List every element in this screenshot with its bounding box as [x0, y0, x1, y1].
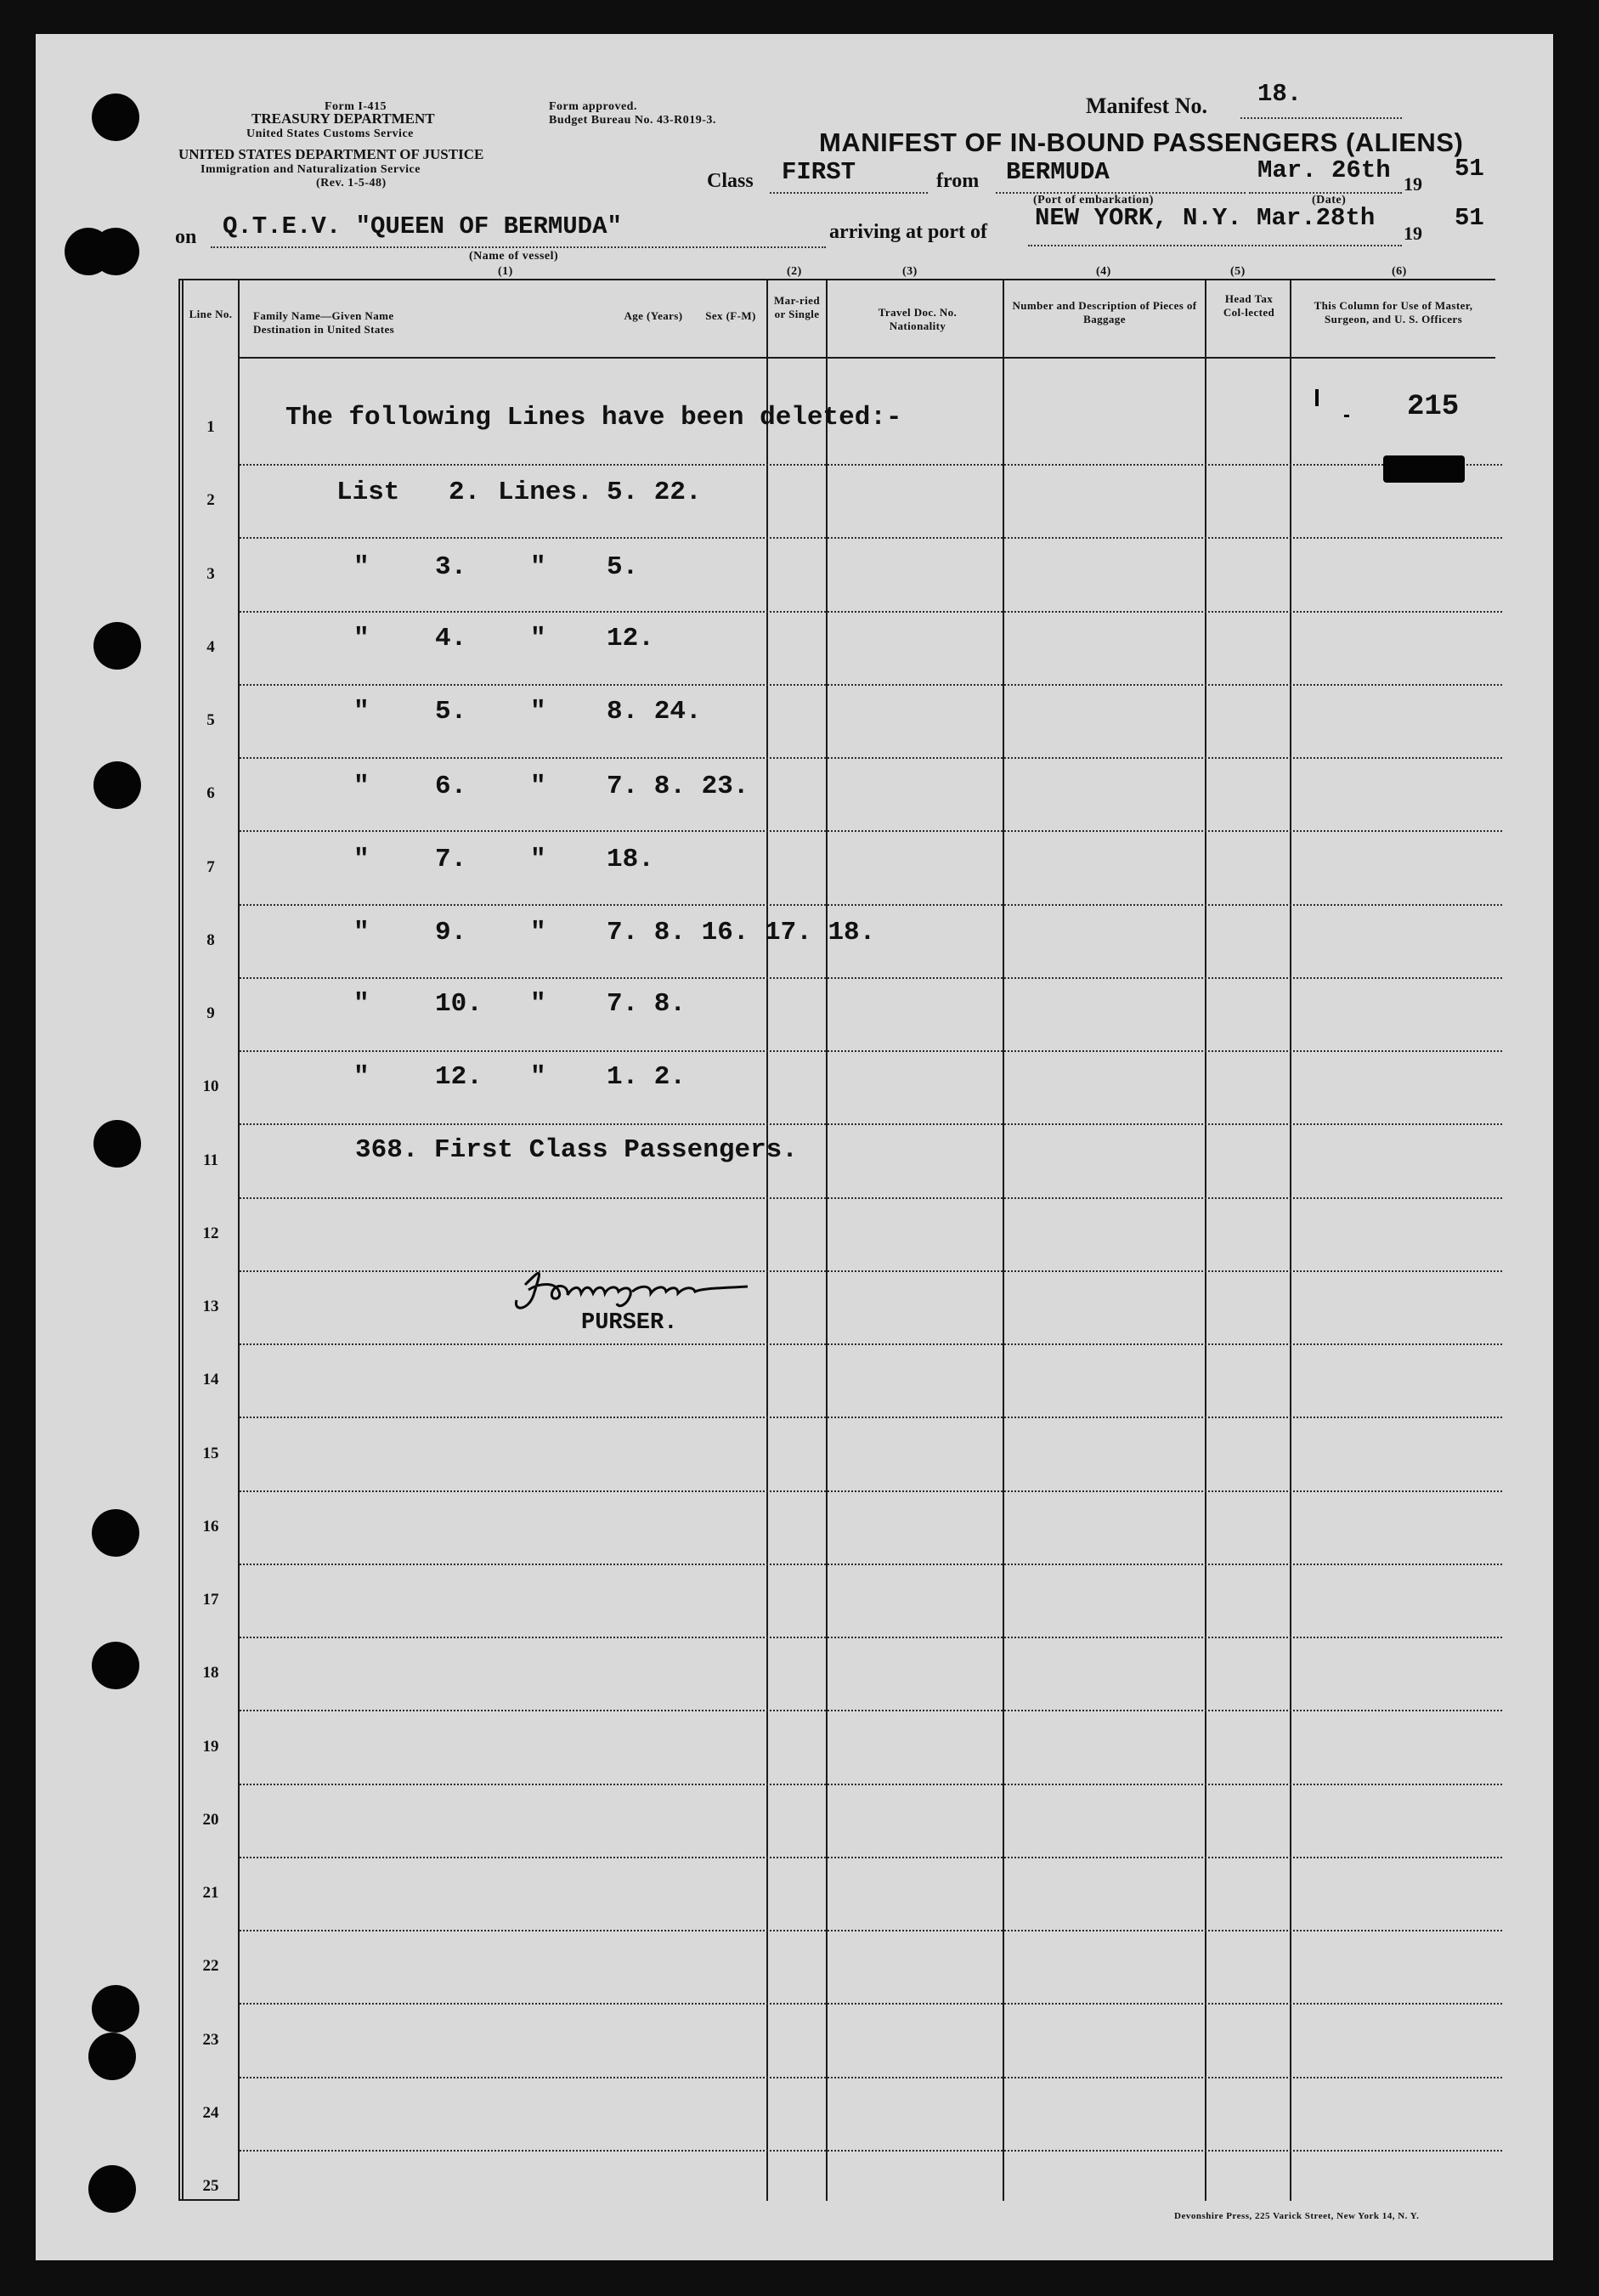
arriving-label: arriving at port of: [829, 221, 987, 243]
row-divider: [240, 1857, 1502, 1858]
ins-service: Immigration and Naturalization Service: [201, 163, 421, 176]
list-ditto: ": [353, 624, 370, 653]
header-baggage: Number and Description of Pieces of Baggage: [1012, 299, 1197, 325]
column-number: (4): [1096, 265, 1111, 278]
table-bottom-border: [178, 2199, 240, 2201]
arrival-year-prefix: 19: [1404, 223, 1422, 244]
row-number: 24: [202, 2103, 219, 2122]
list-number: 2.: [449, 478, 481, 507]
list-number: 3.: [435, 552, 467, 582]
column-divider: [1290, 279, 1291, 2201]
punch-hole: [88, 2033, 136, 2080]
row-divider: [240, 904, 1502, 906]
punch-hole: [92, 1509, 139, 1557]
lines-ditto: ": [530, 772, 546, 801]
row-number: 15: [202, 1444, 219, 1462]
port-embark-caption: (Port of embarkation): [1033, 194, 1154, 206]
lines-ditto: ": [530, 552, 546, 582]
tick-mark: [1315, 389, 1319, 406]
deleted-lines: 18.: [607, 845, 654, 874]
from-label: from: [936, 170, 980, 192]
lines-ditto: ": [530, 845, 546, 874]
date-caption: (Date): [1312, 194, 1347, 206]
column-divider: [238, 279, 240, 2201]
deleted-lines: 12.: [607, 624, 654, 653]
table-left-border: [178, 279, 180, 2201]
punch-hole: [92, 1642, 139, 1689]
list-number: 4.: [435, 624, 467, 653]
deleted-lines: 5. 22.: [607, 478, 702, 507]
list-number: 9.: [435, 918, 467, 947]
row-divider: [240, 1930, 1502, 1931]
lines-ditto: ": [530, 624, 546, 653]
row-divider: [240, 757, 1502, 759]
punch-hole: [92, 1985, 139, 2033]
column-divider: [826, 279, 828, 2201]
row-divider: [240, 1710, 1502, 1711]
punch-hole: [93, 761, 141, 809]
row-number: 6: [206, 784, 215, 803]
row-divider: [240, 2077, 1502, 2078]
header-sex: Sex (F-M): [705, 309, 756, 322]
row-number: 4: [206, 637, 215, 656]
customs-service: United States Customs Service: [246, 127, 414, 140]
form-approved: Form approved.: [549, 100, 637, 113]
row-divider: [240, 1564, 1502, 1565]
row-number: 2: [206, 491, 215, 510]
manifest-number: 18.: [1257, 80, 1302, 108]
row-divider: [240, 537, 1502, 539]
deletion-intro: The following Lines have been deleted:-: [285, 403, 902, 433]
redaction-mark: [1383, 455, 1465, 483]
class-value: FIRST: [782, 158, 856, 186]
arrival-port-date: NEW YORK, N.Y. Mar.28th: [1035, 204, 1376, 232]
row-number: 5: [206, 711, 215, 729]
header-destination: Destination in United States: [253, 323, 395, 336]
on-label: on: [175, 226, 197, 248]
list-ditto: ": [353, 552, 370, 582]
row-divider: [240, 2003, 1502, 2005]
deleted-lines: 1. 2.: [607, 1062, 686, 1092]
row-number: 9: [206, 1004, 215, 1022]
row-number: 8: [206, 930, 215, 949]
from-value: BERMUDA: [1006, 158, 1110, 186]
row-number: 22: [202, 1957, 219, 1976]
row-divider: [240, 830, 1502, 832]
class-label: Class: [707, 170, 754, 192]
row-number: 17: [202, 1591, 219, 1609]
list-number: 12.: [435, 1062, 483, 1092]
column-number: (2): [787, 265, 802, 278]
departure-date: Mar. 26th: [1257, 156, 1391, 184]
row-divider: [240, 1197, 1502, 1199]
vessel-name: Q.T.E.V. "QUEEN OF BERMUDA": [223, 212, 622, 240]
header-married: Mar-ried or Single: [774, 294, 820, 320]
row-divider: [240, 684, 1502, 686]
punch-hole: [93, 622, 141, 670]
justice-dept: UNITED STATES DEPARTMENT OF JUSTICE: [178, 146, 484, 162]
total-passengers: 368. First Class Passengers.: [355, 1135, 798, 1165]
row-number: 1: [206, 418, 215, 436]
header-family-name: Family Name—Given Name: [253, 309, 394, 322]
header-head-tax: Head Tax Col-lected: [1223, 292, 1275, 319]
table-top-border: [178, 279, 1495, 280]
row-number: 3: [206, 564, 215, 583]
revision: (Rev. 1-5-48): [316, 177, 387, 189]
row-number: 13: [202, 1298, 219, 1315]
lines-label: Lines.: [498, 478, 593, 507]
punch-hole: [93, 1120, 141, 1168]
row-divider: [240, 1417, 1502, 1418]
list-number: 5.: [435, 697, 467, 727]
row-number: 18: [202, 1664, 219, 1682]
row-divider: [240, 2150, 1502, 2152]
printer-credit: Devonshire Press, 225 Varick Street, New York 14, N. Y.: [1174, 2211, 1420, 2221]
row-number: 19: [202, 1737, 219, 1756]
punch-hole: [92, 228, 139, 275]
officer-note: 215: [1407, 391, 1460, 423]
list-ditto: ": [353, 772, 370, 801]
list-number: 7.: [435, 845, 467, 874]
row-number: 16: [202, 1517, 219, 1535]
row-number: 20: [202, 1810, 219, 1829]
lines-ditto: ": [530, 1062, 546, 1092]
purser-title: PURSER.: [581, 1310, 678, 1336]
row-divider: [240, 1050, 1502, 1052]
header-officers: This Column for Use of Master, Surgeon, and U. S. Officers: [1314, 299, 1473, 325]
row-divider: [240, 1123, 1502, 1125]
lines-ditto: ": [530, 989, 546, 1019]
list-label: List: [336, 478, 400, 507]
column-divider: [1003, 279, 1004, 2201]
list-ditto: ": [353, 845, 370, 874]
row-divider: [240, 1343, 1502, 1345]
manifest-label: Manifest No.: [1086, 93, 1207, 118]
arrival-year: 51: [1455, 204, 1484, 232]
row-divider: [240, 1490, 1502, 1492]
column-number: (5): [1230, 265, 1246, 278]
year-prefix: 19: [1404, 173, 1422, 195]
row-divider: [240, 1637, 1502, 1638]
header-age: Age (Years): [624, 309, 683, 322]
list-ditto: ": [353, 989, 370, 1019]
lines-ditto: ": [530, 697, 546, 727]
tick-mark: [1344, 415, 1349, 417]
column-number: (3): [902, 265, 918, 278]
row-number: 11: [203, 1151, 218, 1169]
list-ditto: ": [353, 697, 370, 727]
vessel-caption: (Name of vessel): [469, 250, 559, 263]
row-number: 12: [202, 1224, 219, 1242]
table-header-border: [238, 357, 1495, 359]
row-number: 21: [202, 1884, 219, 1902]
deleted-lines: 7. 8. 23.: [607, 772, 749, 801]
row-number: 7: [206, 857, 215, 876]
list-ditto: ": [353, 1062, 370, 1092]
row-divider: [240, 1270, 1502, 1272]
list-number: 10.: [435, 989, 483, 1019]
deleted-lines: 7. 8.: [607, 989, 686, 1019]
treasury-dept: TREASURY DEPARTMENT: [251, 110, 435, 127]
row-number: 25: [202, 2177, 219, 2195]
row-divider: [240, 977, 1502, 979]
year-value: 51: [1455, 155, 1484, 183]
punch-hole: [88, 2165, 136, 2213]
row-number: 14: [202, 1371, 219, 1389]
deleted-lines: 5.: [607, 552, 639, 582]
header-line-no: Line No.: [189, 308, 233, 320]
row-number: 10: [202, 1077, 219, 1096]
row-divider: [240, 611, 1502, 613]
punch-hole: [92, 93, 139, 141]
form-number: Form I-415: [325, 100, 387, 113]
page-title: MANIFEST OF IN-BOUND PASSENGERS (ALIENS): [819, 127, 1464, 157]
column-number: (6): [1392, 265, 1407, 278]
row-divider: [240, 464, 1502, 466]
row-number: 23: [202, 2030, 219, 2049]
column-divider: [766, 279, 768, 2201]
list-ditto: ": [353, 918, 370, 947]
column-number: (1): [498, 265, 513, 278]
lines-ditto: ": [530, 918, 546, 947]
header-travel-doc: Travel Doc. No. Nationality: [878, 306, 958, 332]
row-divider: [240, 1784, 1502, 1785]
deleted-lines: 8. 24.: [607, 697, 702, 727]
list-number: 6.: [435, 772, 467, 801]
column-divider: [1205, 279, 1206, 2201]
deleted-lines: 7. 8. 16. 17. 18.: [607, 918, 876, 947]
budget-bureau: Budget Bureau No. 43-R019-3.: [549, 114, 716, 127]
